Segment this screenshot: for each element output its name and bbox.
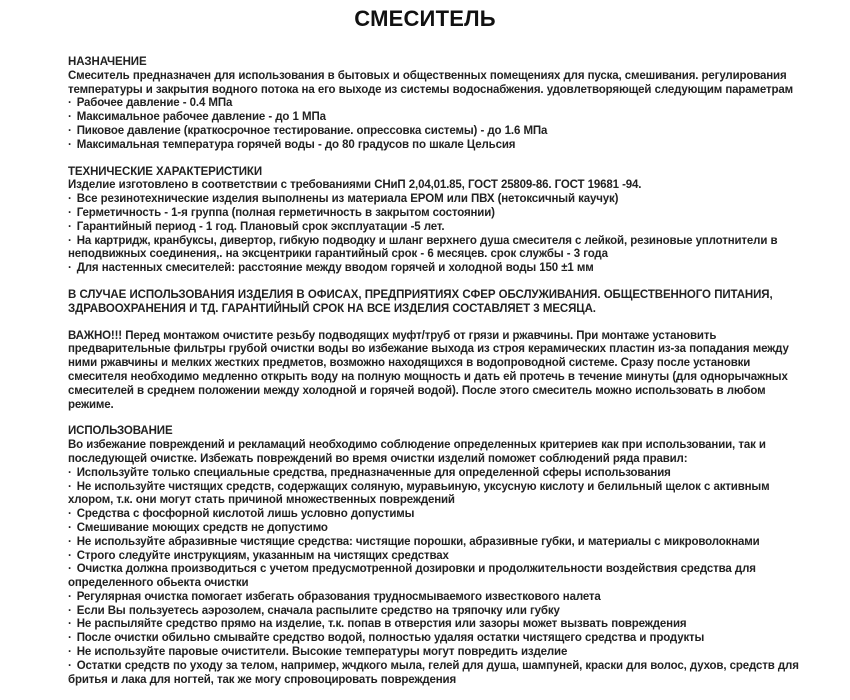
list-item (68, 221, 804, 235)
paragraph: Смеситель предназначен для использования в бытовых и общественных помещениях для пуска, смешивания. регулирования температуры и закрытия водного потока на его выходе из системы водоснабжения. удовлетворяющей следующим параметрам (68, 69, 793, 96)
list-item-text: Смешивание моющих средств не допустимо (76, 521, 328, 534)
list-item (68, 467, 804, 481)
bullet-icon: · (68, 466, 72, 479)
paragraph: ВАЖНО!!! Перед монтажом очистите резьбу подводящих муфт/труб от грязи и ржавчины. При монтаже установить предварительные фильтры грубой очистки воды во избежание выхода из строя керамических пластин из-за попадания между ними ржавчины и мелких жестких предметов, возможно находящихся в водопроводной системе. Сразу после установки смесителя необходимо медленно открыть воду на полную мощность и дать ей протечь в течение минуты (для однорычажных смесителей в среднем положении между холодной и горячей водой). После этого смеситель можно использовать в любом режиме. (68, 329, 789, 411)
list-item-text: Очистка должна производиться с учетом предусмотренной дозировки и продолжительности воздействия средства для определенного обьекта очистки (68, 563, 756, 590)
bullet-icon: · (68, 124, 72, 137)
bullet-icon: · (68, 549, 72, 562)
list-item-text: Если Вы пользуетесь аэрозолем, сначала распылите средство на тряпочку или губку (76, 604, 560, 617)
bullet-icon: · (68, 632, 72, 645)
list-item (68, 550, 804, 564)
bullet-icon: · (68, 97, 72, 110)
bullet-icon: · (68, 206, 72, 219)
list-item (68, 563, 804, 591)
list-item-text: Регулярная очистка помогает избегать образования трудносмываемого известкового налета (76, 590, 601, 603)
bullet-icon: · (68, 535, 72, 548)
list-item (68, 481, 804, 509)
list-item (68, 591, 804, 605)
list-item (68, 508, 804, 522)
bullet-icon: · (68, 659, 72, 672)
list-item-text: Не распыляйте средство прямо на изделие, т.к. попав в отверстия или зазоры может вызвать повреждения (76, 618, 687, 631)
bullet-icon: · (68, 618, 72, 631)
bullet-icon: · (68, 220, 72, 233)
list-item-text: Не используйте чистящих средств, содержащих соляную, муравьиную, уксусную кислоту и белильный щелок с активным хлором, т.к. они могут стать причиной множественных повреждений (68, 480, 770, 507)
section-heading: ИСПОЛЬЗОВАНИЕ (68, 425, 173, 438)
list-item-text: Рабочее давление - 0.4 МПа (76, 97, 233, 110)
list-item-text: Не используйте паровые очистители. Высокие температуры могут повредить изделие (76, 646, 568, 659)
bullet-icon: · (68, 604, 72, 617)
list-item (68, 97, 804, 111)
bullet-icon: · (68, 646, 72, 659)
list-item-text: На картридж, кранбуксы, дивертор, гибкую подводку и шланг верхнего душа смесителя с лейкой, резиновые уплотнители в неподвижных соединения,. на эксцентрики гарантийный срок - 6 месяцев. срок службы - 3 года (68, 234, 778, 261)
list-item (68, 125, 804, 139)
document-section (68, 289, 804, 317)
list-item-text: Остатки средств по уходу за телом, например, жчдкого мыла, гелей для душа, шампуней, краски для волос, духов, средств для бритья и лака для ногтей, так же могу спровоцировать повреждения (68, 659, 799, 686)
list-item (68, 536, 804, 550)
list-item-text: После очистки обильно смывайте средство водой, полностью удаляя остатки чистящего средства и продукты (76, 632, 705, 645)
bullet-icon: · (68, 480, 72, 493)
list-item-text: Гарантийный период - 1 год. Плановый срок эксплуатации -5 лет. (76, 220, 445, 233)
notice-paragraph: В СЛУЧАЕ ИСПОЛЬЗОВАНИЯ ИЗДЕЛИЯ В ОФИСАХ, ПРЕДПРИЯТИЯХ СФЕР ОБСЛУЖИВАНИЯ. ОБЩЕСТВЕННОГО ПИТАНИЯ, ЗДРАВООХРАНЕНИЯ И ТД. ГАРАНТИЙНЫЙ СРОК НА ВСЕ ИЗДЕЛИЯ СОСТАВЛЯЕТ 3 МЕСЯЦА. (68, 288, 773, 315)
document-title: СМЕСИТЕЛЬ (354, 6, 496, 31)
list-item (68, 646, 804, 660)
list-item-text: Строго следуйте инструкциям, указанным на чистящих средствах (76, 549, 449, 562)
section-heading: НАЗНАЧЕНИЕ (68, 56, 147, 68)
list-item (68, 618, 804, 632)
list-item (68, 660, 804, 688)
list-item-text: Не используйте абразивные чистящие средства: чистящие порошки, абразивные губки, и материалы с микроволокнами (76, 535, 760, 548)
list-item (68, 262, 804, 276)
bullet-icon: · (68, 563, 72, 576)
list-item-text: Максимальное рабочее давление - до 1 МПа (76, 111, 326, 124)
document-section (68, 330, 804, 413)
section-heading: ТЕХНИЧЕСКИЕ ХАРАКТЕРИСТИКИ (68, 165, 263, 178)
list-item (68, 632, 804, 646)
bullet-icon: · (68, 193, 72, 206)
list-item (68, 139, 804, 153)
list-item-text: Все резинотехнические изделия выполнены из материала EPOM или ПВХ (нетоксичный каучук) (76, 193, 619, 206)
bullet-icon: · (68, 508, 72, 521)
list-item-text: Средства с фосфорной кислотой лишь условно допустимы (76, 508, 415, 521)
list-item (68, 207, 804, 221)
list-item-text: Максимальная температура горячей воды - до 80 градусов по шкале Цельсия (76, 138, 516, 151)
bullet-icon: · (68, 521, 72, 534)
paragraph: Во избежание повреждений и рекламаций необходимо соблюдение определенных критериев как при использовании, так и последующей очистке. Избежать повреждений во время очистки изделий поможет соблюдений ряда правил: (68, 439, 766, 465)
document-section (68, 425, 804, 687)
list-item (68, 235, 804, 263)
list-item-text: Используйте только специальные средства, предназначенные для определенной сферы использования (76, 466, 671, 479)
list-item (68, 111, 804, 125)
list-item-text: Для настенных смесителей: расстояние между вводом горячей и холодной воды 150 ±1 мм (76, 262, 594, 275)
list-item-text: Герметичность - 1-я группа (полная герметичность в закрытом состоянии) (76, 206, 495, 219)
paragraph: Изделие изготовлено в соответствии с требованиями СНиП 2,04,01.85, ГОСТ 25809-86. ГОСТ 19681 -94. (68, 179, 642, 192)
document-section (68, 56, 804, 153)
bullet-icon: · (68, 138, 72, 151)
bullet-icon: · (68, 111, 72, 124)
bullet-icon: · (68, 262, 72, 275)
list-item (68, 605, 804, 619)
document-body (0, 56, 850, 687)
list-item-text: Пиковое давление (краткосрочное тестирование. опрессовка системы) - до 1.6 МПа (76, 124, 548, 137)
bullet-icon: · (68, 590, 72, 603)
bullet-icon: · (68, 234, 72, 247)
list-item (68, 522, 804, 536)
document-section (68, 166, 804, 276)
list-item (68, 193, 804, 207)
